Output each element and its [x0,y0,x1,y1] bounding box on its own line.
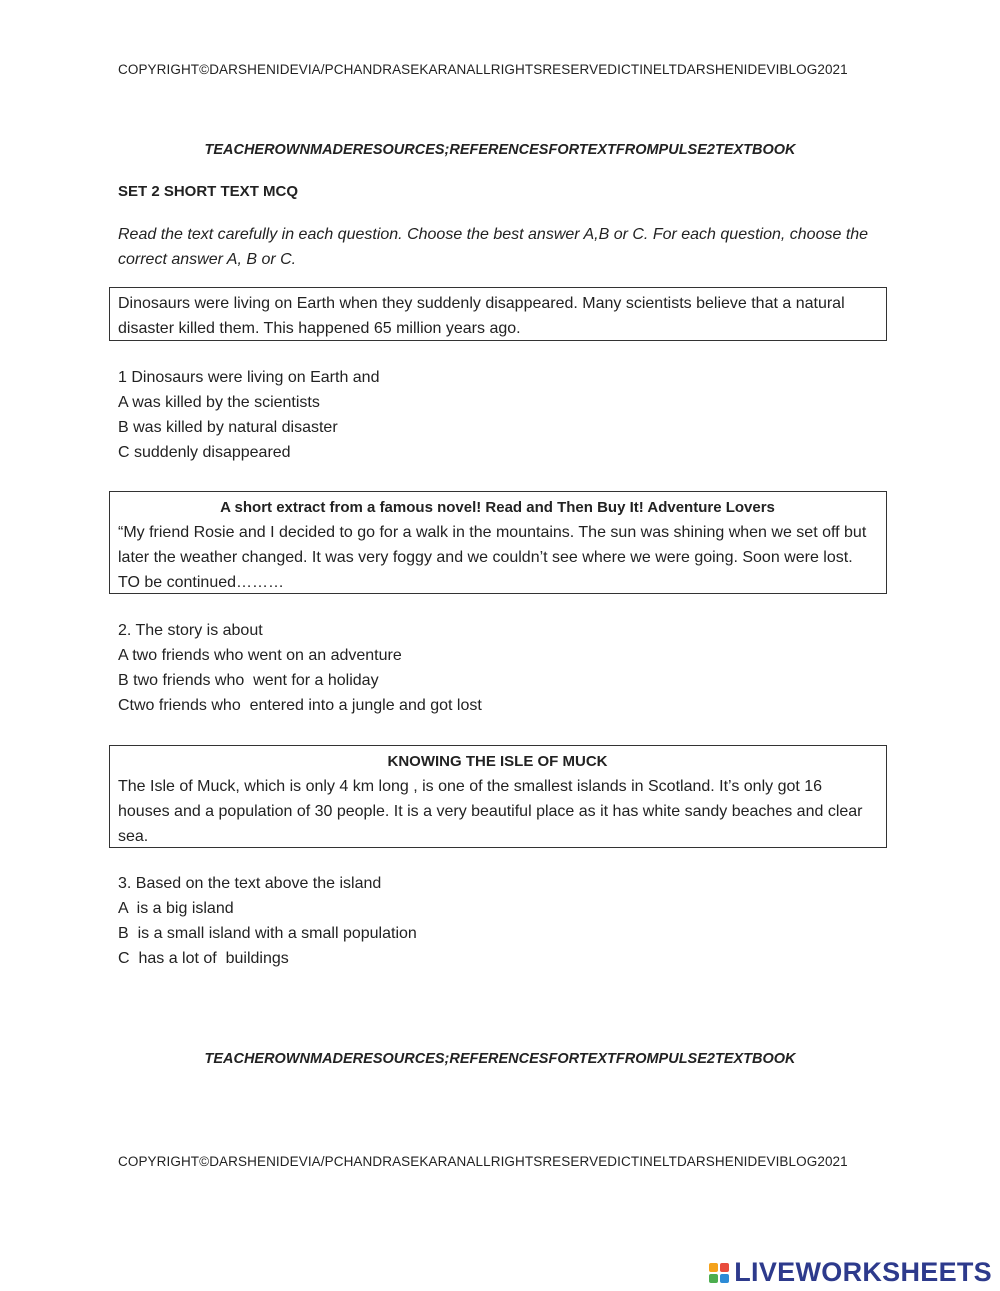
passage-text: The Isle of Muck, which is only 4 km long , is one of the smallest islands in Scotland. It’s only got 16 houses and a population of 30 people. It is a very beautiful place as it has white sandy beaches and clear sea. [118,778,863,845]
liveworksheets-logo[interactable] [709,1257,992,1288]
copyright-bottom: COPYRIGHT©DARSHENIDEVIA/PCHANDRASEKARANALLRIGHTSRESERVEDICTINELTDARSHENIDEVIBLOG2021 [118,1154,848,1169]
option-a[interactable]: A two friends who went on an adventure [118,647,402,664]
question-stem: 3. Based on the text above the island [118,875,382,892]
passage-text: Dinosaurs were living on Earth when they suddenly disappeared. Many scientists believe that a natural disaster killed them. This happened 65 million years ago. [118,295,845,337]
question-stem: 1 Dinosaurs were living on Earth and [118,369,380,386]
option-b[interactable]: B is a small island with a small population [118,925,417,942]
option-b[interactable]: B was killed by natural disaster [118,419,338,436]
option-c[interactable]: C has a lot of buildings [118,950,289,967]
header-reference-top: TEACHEROWNMADERESOURCES;REFERENCESFORTEXTFROMPULSE2TEXTBOOK [204,142,796,158]
set-title: SET 2 SHORT TEXT MCQ [118,183,299,200]
option-a[interactable]: A is a big island [118,900,234,917]
passage-heading: A short extract from a famous novel! Read and Then Buy It! Adventure Lovers [220,499,775,516]
logo-text: LIVEWORKSHEETS [734,1257,992,1287]
instructions: Read the text carefully in each question. Choose the best answer A,B or C. For each question, choose the correct answer A, B or C. [118,226,869,268]
option-a[interactable]: A was killed by the scientists [118,394,320,411]
option-c[interactable]: Ctwo friends who entered into a jungle and got lost [118,697,482,714]
question-2 [118,618,482,718]
passage-box-3 [109,745,887,848]
passage-box-2 [109,491,887,594]
liveworksheets-logo-icon [709,1263,729,1283]
passage-heading: KNOWING THE ISLE OF MUCK [387,753,608,770]
option-b[interactable]: B two friends who went for a holiday [118,672,379,689]
header-reference-bottom: TEACHEROWNMADERESOURCES;REFERENCESFORTEXTFROMPULSE2TEXTBOOK [204,1051,796,1067]
passage-text: “My friend Rosie and I decided to go for a walk in the mountains. The sun was shining when we set off but later the weather changed. It was very foggy and we couldn’t see where we were going. Soon were lost. TO be continued……… [118,524,867,591]
question-3 [118,871,417,971]
question-stem: 2. The story is about [118,622,263,639]
copyright-top: COPYRIGHT©DARSHENIDEVIA/PCHANDRASEKARANALLRIGHTSRESERVEDICTINELTDARSHENIDEVIBLOG2021 [118,62,848,77]
question-1 [118,365,379,465]
passage-box-1 [109,287,887,341]
option-c[interactable]: C suddenly disappeared [118,444,291,461]
